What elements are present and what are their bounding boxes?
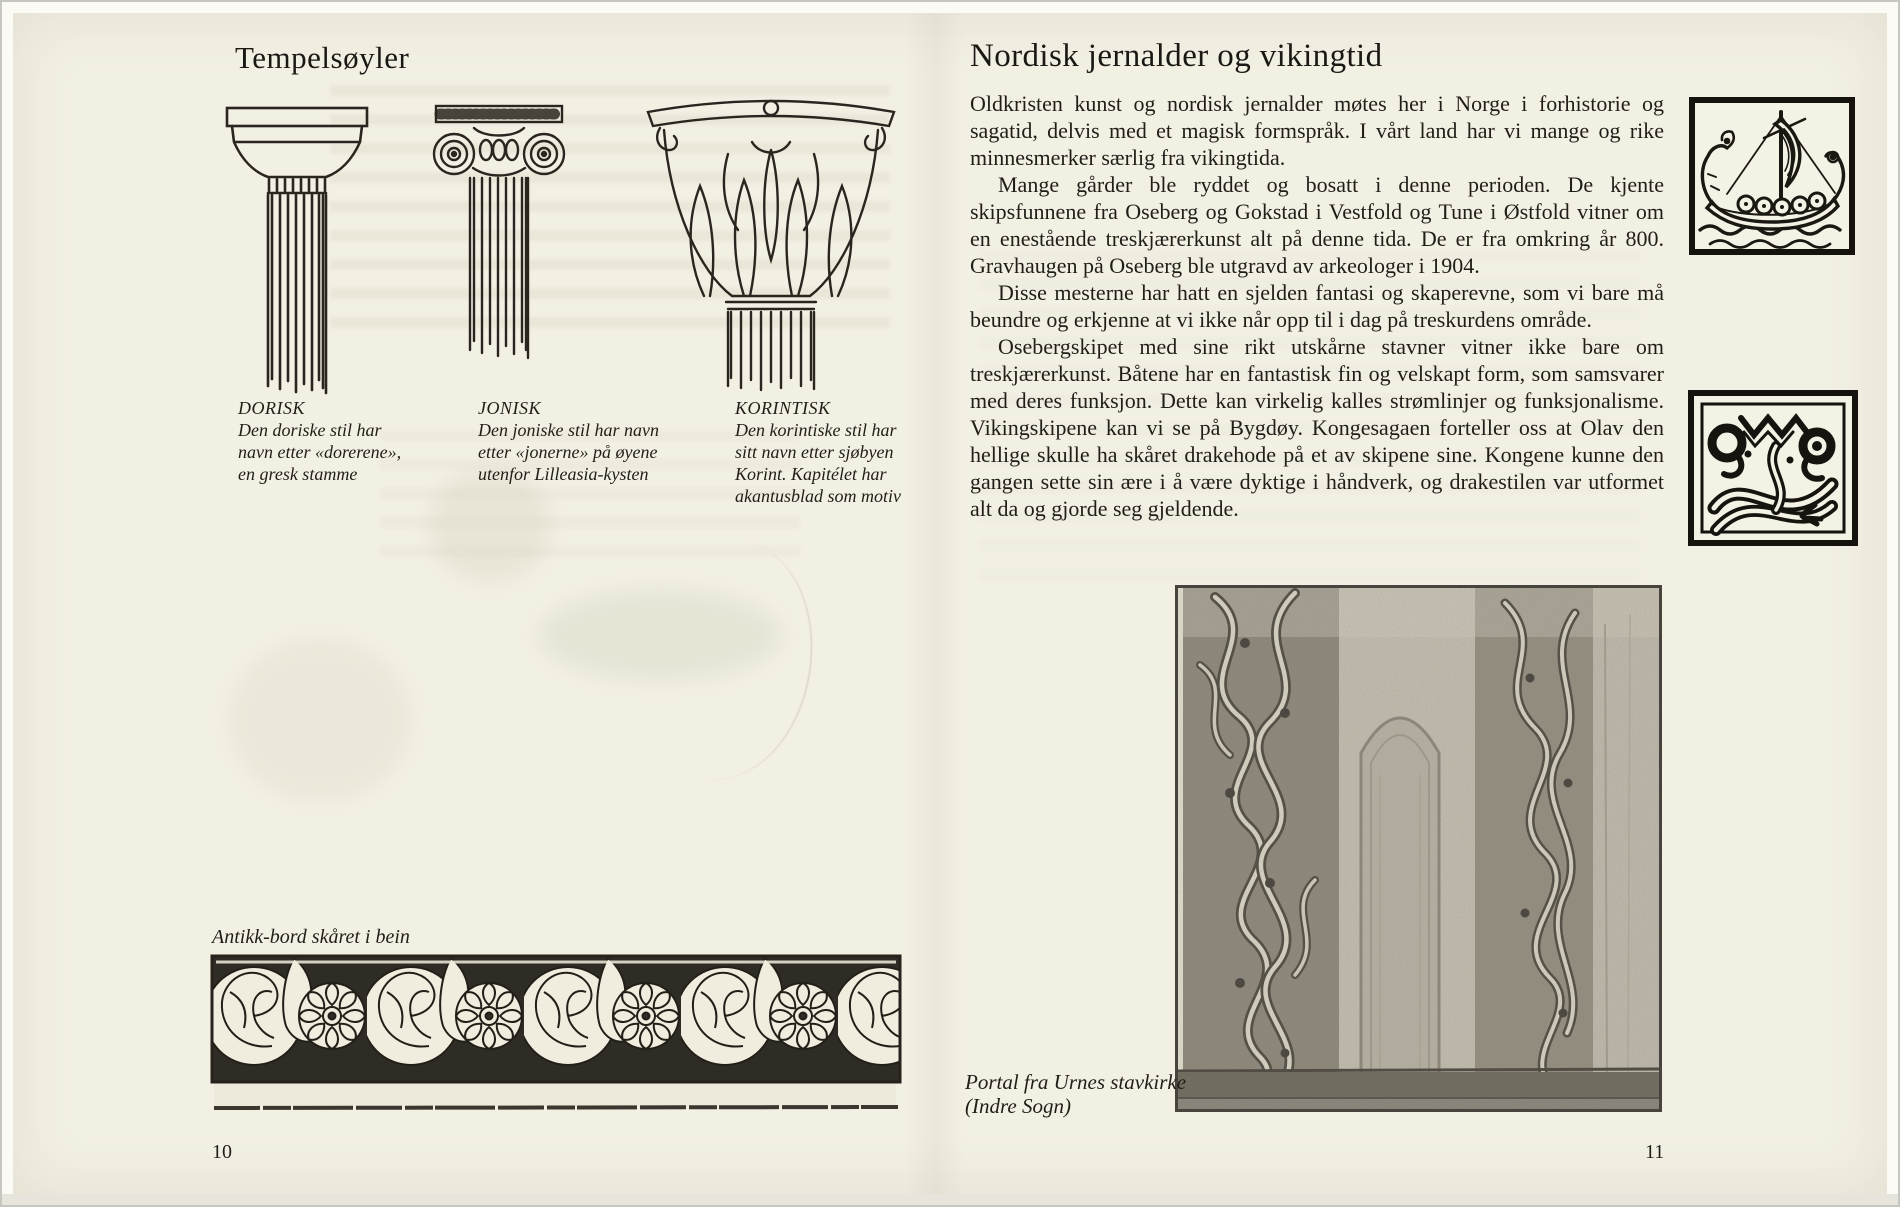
caption-korintisk: [735, 397, 917, 507]
urnes-portal-photo: [1175, 585, 1662, 1112]
corinthian-column-illustration: [640, 90, 902, 395]
bleed-blob-1: [430, 470, 550, 580]
paragraph-1: Oldkristen kunst og nordisk jernalder møtes her i Norge i forhistorie og sagatid, delvis med et magisk formspråk. I vårt land har vi mange og rike minnesmerker særlig fra vikingtida.: [970, 91, 1664, 170]
ionic-column-illustration: [428, 98, 570, 366]
page-gutter-shadow: [905, 13, 965, 1194]
portal-caption-line2: (Indre Sogn): [965, 1094, 1071, 1118]
page-crease: [622, 528, 828, 792]
urnes-knot-woodcut-icon: [1686, 388, 1860, 553]
right-page-title: Nordisk jernalder og vikingtid: [970, 38, 1383, 74]
doric-column-illustration: [222, 96, 372, 396]
viking-ship-woodcut-icon: [1686, 94, 1860, 264]
caption-jonisk-title: JONISK: [478, 398, 541, 418]
right-page-number: 11: [1645, 1141, 1665, 1163]
carved-bone-frieze-illustration: [210, 954, 902, 1120]
paragraph-2: Mange gårder ble ryddet og bosatt i denne perioden. De kjente skipsfunnene fra Oseberg og Gokstad i Vestfold og Tune i Østfold vitner om en enestående treskjærerkunst alt på denne tida. De er fra omkring år 800. Gravhaugen på Oseberg ble utgravd av arkeologer i 1904.: [970, 172, 1664, 278]
left-page-number: 10: [212, 1141, 232, 1163]
portal-caption-line1: Portal fra Urnes stavkirke: [965, 1070, 1187, 1094]
caption-dorisk-text: Den doriske stil har navn etter «dorerene», en gresk stamme: [238, 420, 402, 484]
portal-caption: [965, 1070, 1186, 1118]
caption-korintisk-title: KORINTISK: [735, 398, 831, 418]
caption-korintisk-text: Den korintiske stil har sitt navn etter sjøbyen Korint. Kapitélet har akantusblad som motiv: [735, 420, 901, 506]
caption-jonisk-text: Den joniske stil har navn etter «jonerne» på øyene utenfor Lilleasia-kysten: [478, 420, 659, 484]
caption-jonisk: [478, 397, 660, 485]
paragraph-4: Osebergskipet med sine rikt utskårne stavner vitner ikke bare om treskjærerkunst. Båtene har en fantastisk fin og velskapt form, som samsvarer med deres funksjon. Dette kan virkelig kalles strømlinjer og funksjonalisme. Vikingskipene kan vi se på Bygdøy. Kongesagaen forteller oss at Olav den hellige skulle ha skåret drakehode på et av skipene sine. Kongene kunne den gangen sette sin ære i å være dyktige i håndverk, og drakestilen var utformet alt da og gjorde seg gjeldende.: [970, 334, 1664, 521]
paragraph-3: Disse mesterne har hatt en sjelden fantasi og skaperevne, som vi bare må beundre og erkjenne at vi ikke når opp til i dag på treskurdens område.: [970, 280, 1664, 332]
bleed-blob-3: [230, 640, 410, 800]
left-page-title: Tempelsøyler: [235, 40, 410, 75]
scan-bottom-edge: [2, 1194, 1898, 1205]
frieze-caption: Antikk-bord skåret i bein: [212, 926, 410, 948]
caption-dorisk-title: DORISK: [238, 398, 305, 418]
caption-dorisk: [238, 397, 420, 485]
right-page-body: [970, 90, 1664, 522]
